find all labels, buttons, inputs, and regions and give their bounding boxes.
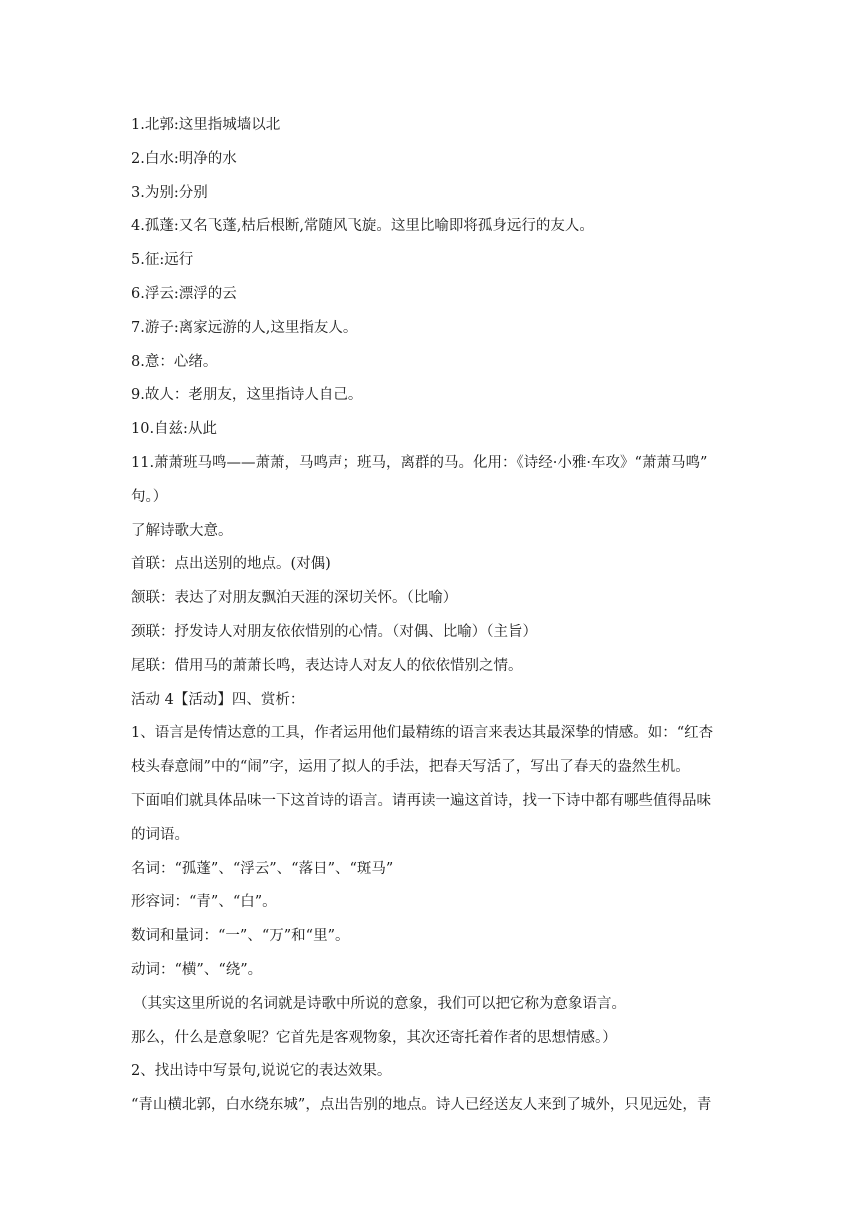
analysis-para-2-line-2: 的词语。 <box>131 826 189 843</box>
analysis-para-1-line-2: 枝头春意闹”中的“闹”字，运用了拟人的手法，把春天写活了，写出了春天的盎然生机。 <box>131 759 690 776</box>
note-line-7: 7.游子:离家远游的人,这里指友人。 <box>131 319 358 336</box>
analysis-para-2-line-1: 下面咱们就具体品味一下这首诗的语言。请再读一遍这首诗，找一下诗中都有哪些值得品味 <box>131 792 711 809</box>
note-line-1: 1.北郭:这里指城墙以北 <box>131 117 281 133</box>
note-line-6: 6.浮云:漂浮的云 <box>131 285 237 302</box>
couplet-second: 颔联：表达了对朋友飘泊天涯的深切关怀。（比喻） <box>131 590 458 607</box>
verbs-line: 动词：“横”、“绕”。 <box>131 961 263 978</box>
note-line-11: 11.萧萧班马鸣——萧萧，马鸣声；班马，离群的马。化用：《诗经·小雅·车攻》“萧萧马鸣” <box>131 454 708 471</box>
adjectives-line: 形容词：“青”、“白”。 <box>131 894 277 911</box>
imagery-note-line-2: 那么，什么是意象呢？它首先是客观物象，其次还寄托着作者的思想情感。） <box>131 1029 617 1046</box>
activity-heading: 活动 4【活动】四、赏析： <box>131 691 305 708</box>
note-line-10: 10.自兹:从此 <box>131 421 217 438</box>
section-heading-meaning: 了解诗歌大意。 <box>131 522 233 539</box>
couplet-first: 首联：点出送别的地点。(对偶) <box>131 556 331 573</box>
couplet-final: 尾联：借用马的萧萧长鸣，表达诗人对友人的依依惜别之情。 <box>131 657 523 674</box>
analysis-para-1-line-1: 1、语言是传情达意的工具，作者运用他们最精练的语言来表达其最深挚的情感。如：“红杏 <box>131 725 714 742</box>
scenery-answer-line-1: “青山横北郭，白水绕东城”，点出告别的地点。诗人已经送友人来到了城外，只见远处，青 <box>131 1097 712 1114</box>
document-body <box>131 109 743 1123</box>
scenery-question: 2、找出诗中写景句,说说它的表达效果。 <box>131 1063 392 1080</box>
imagery-note-line-1: （其实这里所说的名词就是诗歌中所说的意象，我们可以把它称为意象语言。 <box>133 995 626 1012</box>
note-line-4: 4.孤蓬:又名飞蓬,枯后根断,常随风飞旋。这里比喻即将孤身远行的友人。 <box>131 218 594 235</box>
note-line-2: 2.白水:明净的水 <box>131 150 237 167</box>
note-line-9: 9.故人：老朋友，这里指诗人自己。 <box>131 387 363 404</box>
note-line-11-cont: 句。） <box>131 488 168 505</box>
couplet-third: 颈联：抒发诗人对朋友依依惜别的心情。（对偶、比喻）（主旨） <box>131 623 537 640</box>
nouns-line: 名词：“孤蓬”、“浮云”、“落日”、“斑马” <box>131 860 394 877</box>
note-line-3: 3.为别:分别 <box>131 184 208 201</box>
note-line-5: 5.征:远行 <box>131 252 194 269</box>
numerals-line: 数词和量词：“一”、“万”和“里”。 <box>131 928 350 945</box>
note-line-8: 8.意：心绪。 <box>131 353 218 370</box>
